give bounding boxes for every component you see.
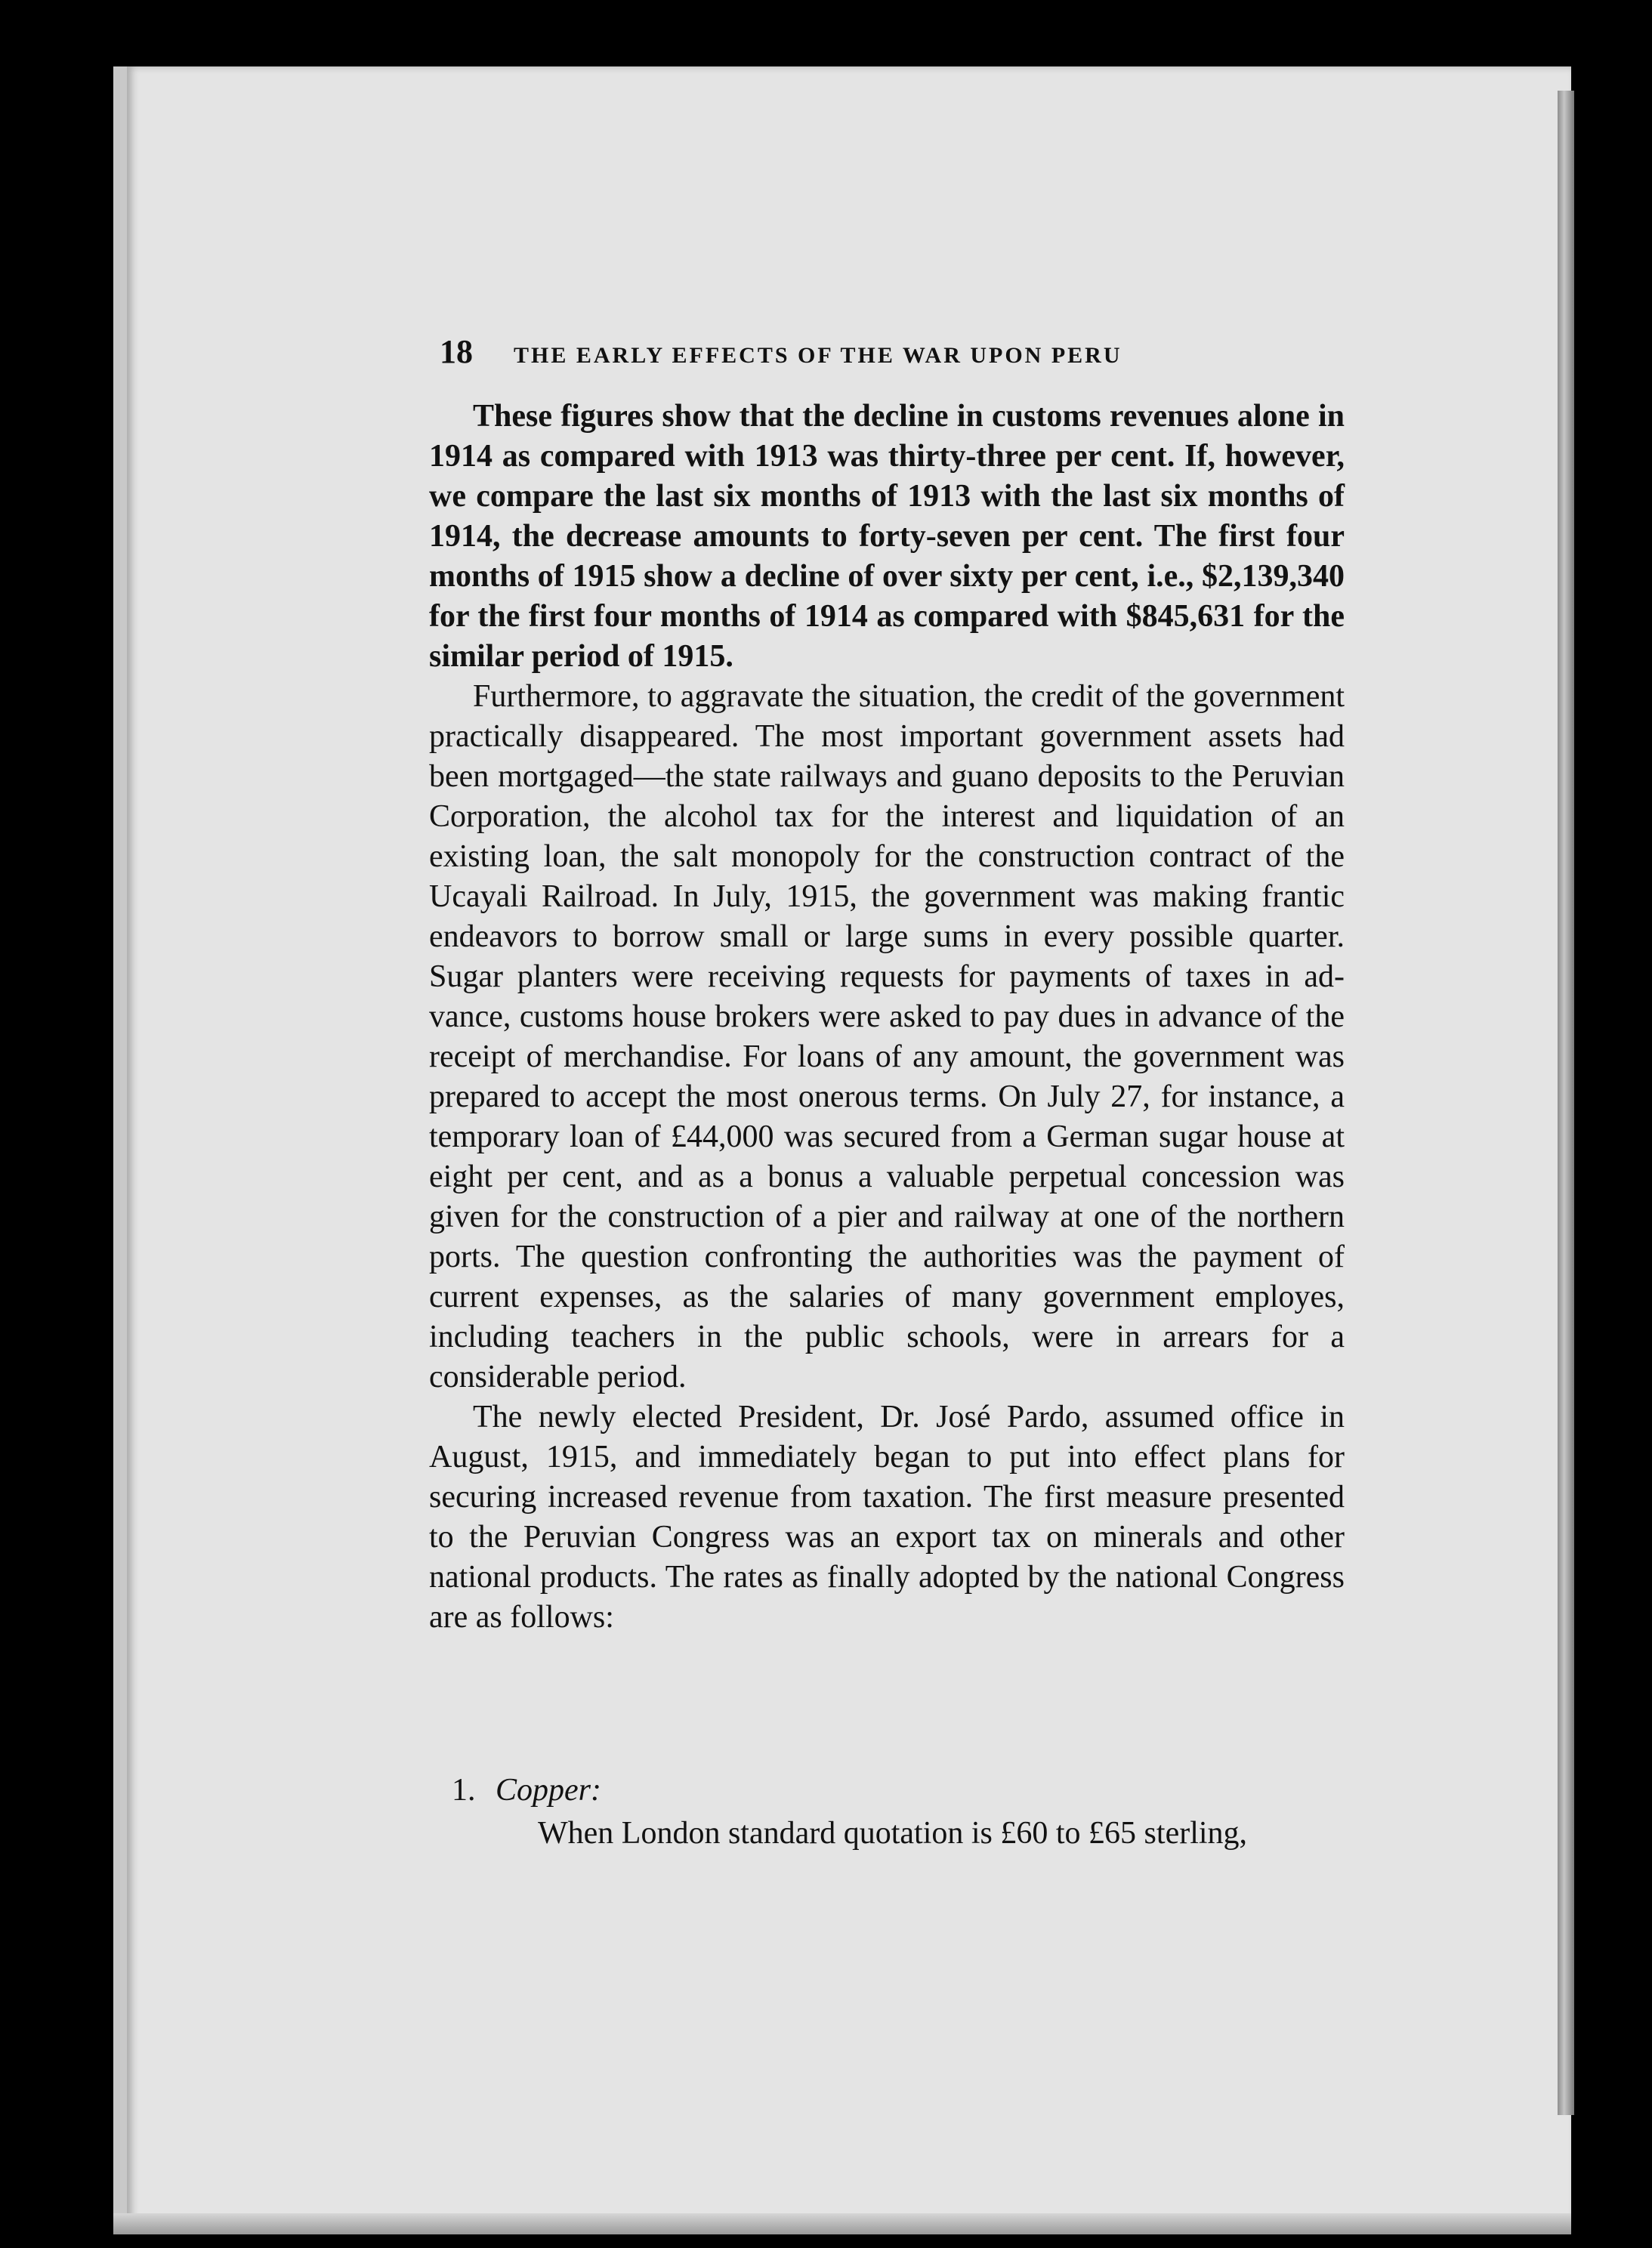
list-item-label: Copper: [496,1773,601,1808]
page-number: 18 [440,333,473,370]
page-header [440,332,1346,378]
running-title: THE EARLY EFFECTS OF THE WAR UPON PERU [514,343,1122,368]
page-right-edge [1558,91,1574,2115]
paragraph-customs-decline: These figures show that the decline in customs revenues alone in 1914 as compared with 1913 was thirty-three per cent. If, however, we compare the last six months of 1913 with the last six months of 1914, the decrease amounts to forty-seven per cent. The first four months of 1915 show a decline of over sixty per cent, i.e., $2,139,340 for the first four months of 1914 as compared with $845,631 for the similar period of 1915. [429,399,1345,674]
list-item-copper [452,1771,601,1811]
list-item-number: 1. [452,1773,476,1808]
paragraph-government-credit: Furthermore, to aggravate the situation, the credit of the government practically disappeared. The most important government assets had been mortgaged—the state railways and guano deposits to the Peruvian Corporation, the alcohol tax for the interest and liquidation of an existing loan, the salt monopoly for the construction contract of the Ucayali Railroad. In July, 1915, the government was making frantic endeavors to borrow small or large sums in every possible quarter. Sugar planters were receiving requests for payments of taxes in advance, customs house brokers were asked to pay dues in advance of the receipt of merchandise. For loans of any amount, the government was prepared to accept the most onerous terms. On July 27, for instance, a temporary loan of £44,000 was secured from a German sugar house at eight per cent, and as a bonus a valuable perpetual concession was given for the construction of a pier and railway at one of the northern ports. The question confronting the authorities was the payment of current expenses, as the salaries of many government employes, including teachers in the public schools, were in arrears for a considerable period. [429,679,1345,1394]
paragraph-president-pardo: The newly elected President, Dr. José Pardo, assumed office in August, 1915, and immediately began to put into effect plans for securing increased revenue from taxation. The first measure presented to the Peruvian Congress was an export tax on minerals and other national products. The rates as finally adopted by the national Congress are as follows: [429,1400,1345,1635]
body-text [429,397,1345,1638]
page-bottom-edge [113,2213,1571,2234]
list-item-text: When London standard quotation is £60 to £65 sterling, [538,1816,1248,1851]
